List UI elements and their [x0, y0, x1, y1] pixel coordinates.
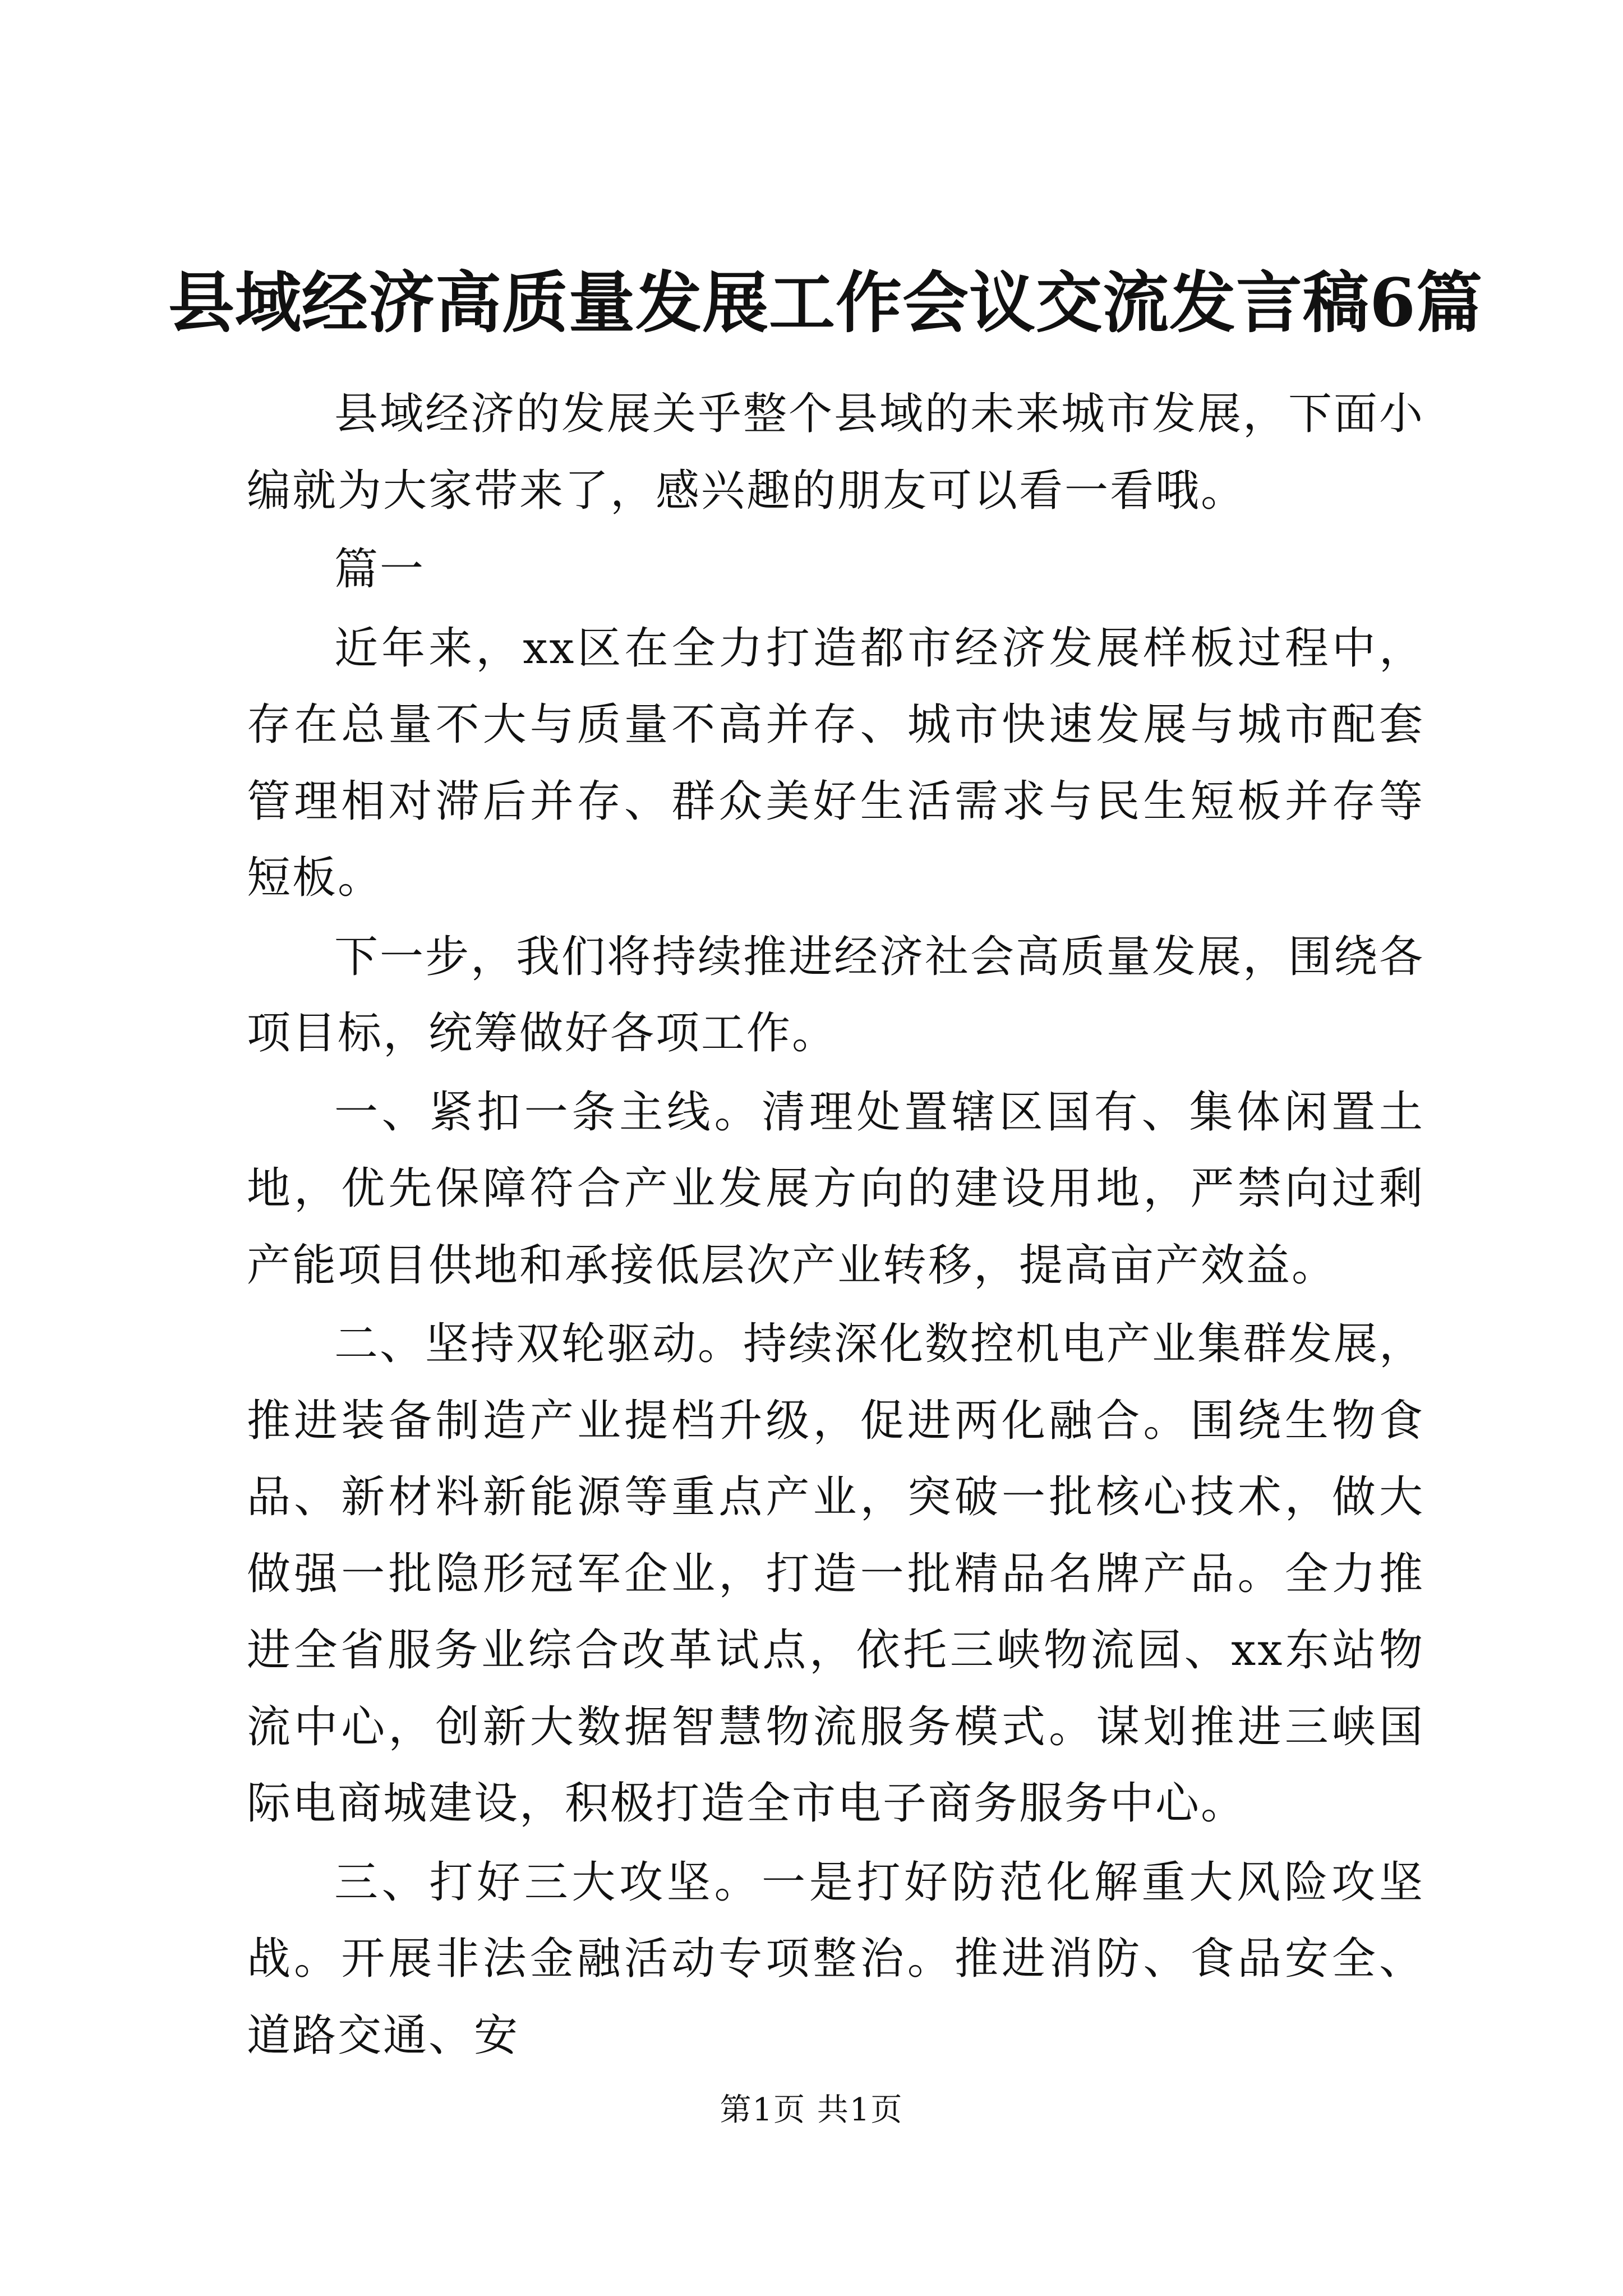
body-paragraph: 近年来，xx区在全力打造都市经济发展样板过程中，存在总量不大与质量不高并存、城市快速发展与城市配套管理相对滞后并存、群众美好生活需求与民生短板并存等短板。 — [247, 623, 1424, 903]
body-paragraph: 三、打好三大攻坚。一是打好防范化解重大风险攻坚战。开展非法金融活动专项整治。推进消防、食品安全、道路交通、安 — [247, 1857, 1424, 2061]
body-paragraph: 二、坚持双轮驱动。持续深化数控机电产业集群发展，推进装备制造产业提档升级，促进两化融合。围绕生物食品、新材料新能源等重点产业，突破一批核心技术，做大做强一批隐形冠军企业，打造一批精品名牌产品。全力推进全省服务业综合改革试点，依托三峡物流园、xx东站物流中心，创新大数据智慧物流服务模式。谋划推进三峡国际电商城建设，积极打造全市电子商务服务中心。 — [247, 1319, 1425, 1829]
document-title: 县域经济高质量发展工作会议交流发言稿6篇 — [168, 264, 1483, 342]
body-paragraph: 下一步，我们将持续推进经济社会高质量发展，围绕各项目标，统筹做好各项工作。 — [247, 931, 1425, 1059]
section-heading-part-one: 篇一 — [334, 544, 426, 595]
document-body — [247, 376, 1424, 2076]
body-paragraph: 一、紧扣一条主线。清理处置辖区国有、集体闲置土地，优先保障符合产业发展方向的建设用地，严禁向过剩产能项目供地和承接低层次产业转移，提高亩产效益。 — [247, 1087, 1424, 1291]
intro-paragraph: 县域经济的发展关乎整个县域的未来城市发展，下面小编就为大家带来了，感兴趣的朋友可以看一看哦。 — [247, 389, 1425, 516]
page-number-footer: 第1页 共1页 — [720, 2092, 903, 2128]
